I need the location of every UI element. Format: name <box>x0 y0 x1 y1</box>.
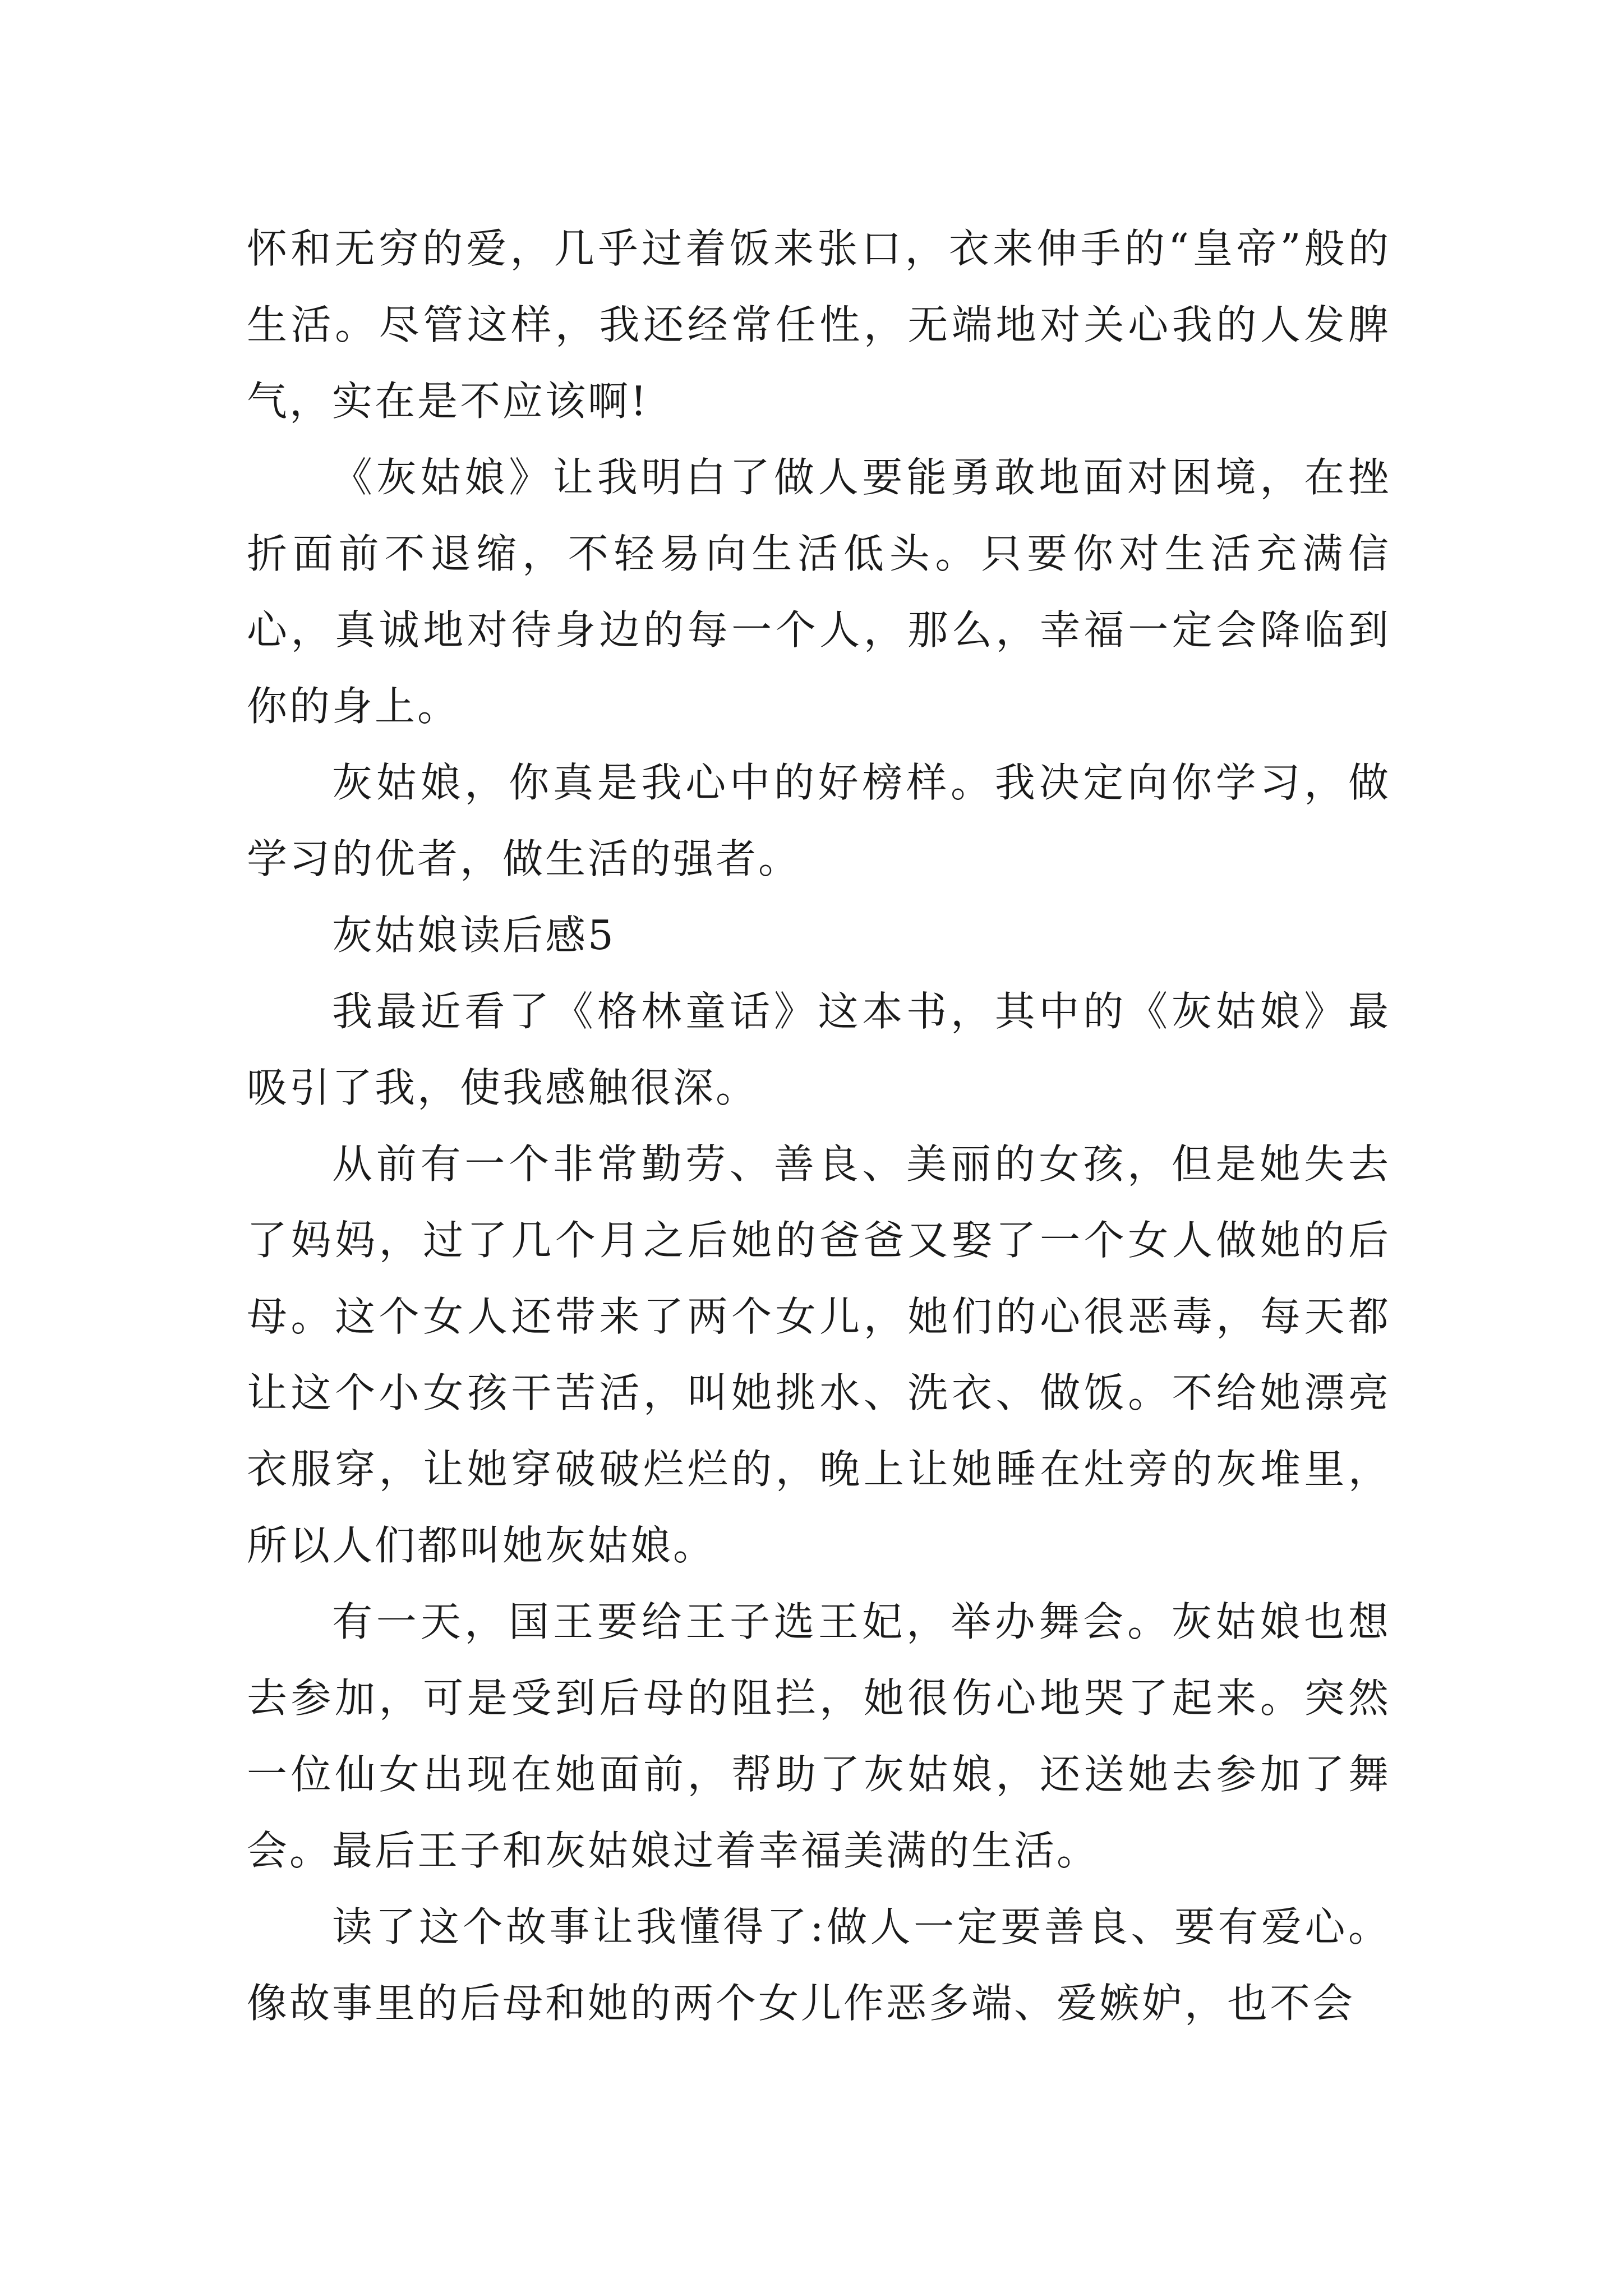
paragraph: 有一天，国王要给王子选王妃，举办舞会。灰姑娘也想去参加，可是受到后母的阻拦，她很伤心地哭了起来。突然一位仙女出现在她面前，帮助了灰姑娘，还送她去参加了舞会。最后王子和灰姑娘过着幸福美满的生活。 <box>247 1598 1391 1874</box>
paragraph: 《灰姑娘》让我明白了做人要能勇敢地面对困境，在挫折面前不退缩，不轻易向生活低头。只要你对生活充满信心，真诚地对待身边的每一个人，那么，幸福一定会降临到你的身上。 <box>247 454 1391 730</box>
paragraph: 怀和无穷的爱，几乎过着饭来张口，衣来伸手的“皇帝”般的生活。尽管这样，我还经常任性，无端地对关心我的人发脾气，实在是不应该啊! <box>247 225 1391 425</box>
paragraph: 灰姑娘，你真是我心中的好榜样。我决定向你学习，做学习的优者，做生活的强者。 <box>247 759 1391 882</box>
section-heading: 灰姑娘读后感5 <box>332 912 616 959</box>
body-text <box>247 210 1391 2041</box>
paragraph: 从前有一个非常勤劳、善良、美丽的女孩，但是她失去了妈妈，过了几个月之后她的爸爸又娶了一个女人做她的后母。这个女人还带来了两个女儿，她们的心很恶毒，每天都让这个小女孩干苦活，叫她挑水、洗衣、做饭。不给她漂亮衣服穿，让她穿破破烂烂的，晚上让她睡在灶旁的灰堆里，所以人们都叫她灰姑娘。 <box>247 1140 1391 1569</box>
paragraph: 读了这个故事让我懂得了:做人一定要善良、要有爱心。像故事里的后母和她的两个女儿作恶多端、爱嫉妒，也不会 <box>247 1903 1391 2027</box>
paragraph: 我最近看了《格林童话》这本书，其中的《灰姑娘》最吸引了我，使我感触很深。 <box>247 988 1391 1111</box>
